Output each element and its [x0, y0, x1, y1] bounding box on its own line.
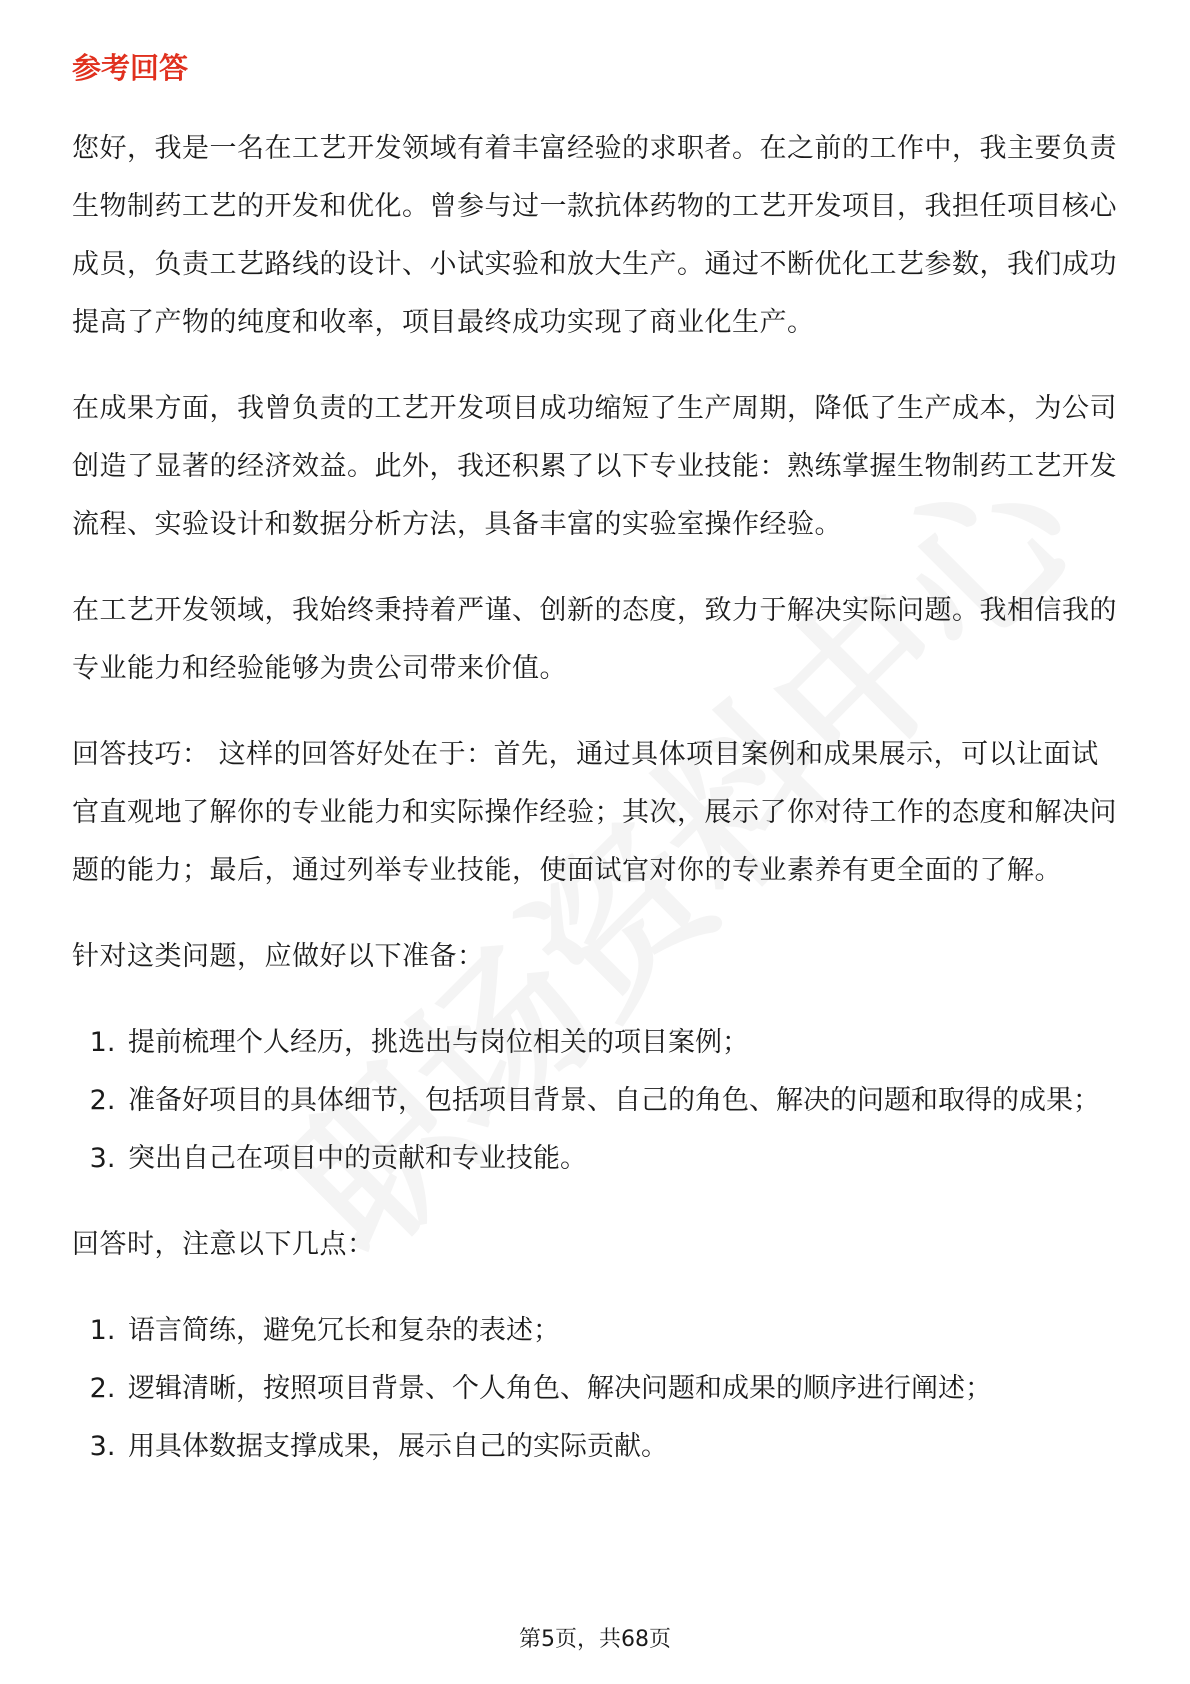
tips-paragraph: 回答技巧： 这样的回答好处在于：首先，通过具体项目案例和成果展示，可以让面试官直观地了解你的专业能力和实际操作经验；其次，展示了你对待工作的态度和解决问题的能力；最后，通过列举专业技能，使面试官对你的专业素养有更全面的了解。 — [72, 739, 1117, 886]
notes-intro: 回答时，注意以下几点： — [72, 1229, 375, 1260]
prep-intro: 针对这类问题，应做好以下准备： — [72, 941, 485, 972]
list-item: 2. 逻辑清晰，按照项目背景、个人角色、解决问题和成果的顺序进行阐述； — [124, 1360, 1122, 1418]
page-number: 第5页，共68页 — [519, 1627, 671, 1652]
prep-list — [72, 1014, 1122, 1188]
list-item: 2. 准备好项目的具体细节，包括项目背景、自己的角色、解决的问题和取得的成果； — [124, 1072, 1122, 1130]
list-item: 1. 提前梳理个人经历，挑选出与岗位相关的项目案例； — [124, 1014, 1122, 1072]
results-paragraph: 在成果方面，我曾负责的工艺开发项目成功缩短了生产周期，降低了生产成本，为公司创造了显著的经济效益。此外，我还积累了以下专业技能：熟练掌握生物制药工艺开发流程、实验设计和数据分析方法，具备丰富的实验室操作经验。 — [72, 393, 1117, 540]
list-item: 3. 突出自己在项目中的贡献和专业技能。 — [124, 1130, 1122, 1188]
attitude-paragraph: 在工艺开发领域，我始终秉持着严谨、创新的态度，致力于解决实际问题。我相信我的专业能力和经验能够为贵公司带来价值。 — [72, 595, 1117, 684]
notes-list — [72, 1302, 1122, 1476]
document-page — [72, 48, 1122, 1504]
intro-paragraph: 您好，我是一名在工艺开发领域有着丰富经验的求职者。在之前的工作中，我主要负责生物制药工艺的开发和优化。曾参与过一款抗体药物的工艺开发项目，我担任项目核心成员，负责工艺路线的设计、小试实验和放大生产。通过不断优化工艺参数，我们成功提高了产物的纯度和收率，项目最终成功实现了商业化生产。 — [72, 133, 1117, 338]
list-item: 1. 语言简练，避免冗长和复杂的表述； — [124, 1302, 1122, 1360]
list-item: 3. 用具体数据支撑成果，展示自己的实际贡献。 — [124, 1418, 1122, 1476]
section-heading: 参考回答 — [72, 51, 189, 85]
